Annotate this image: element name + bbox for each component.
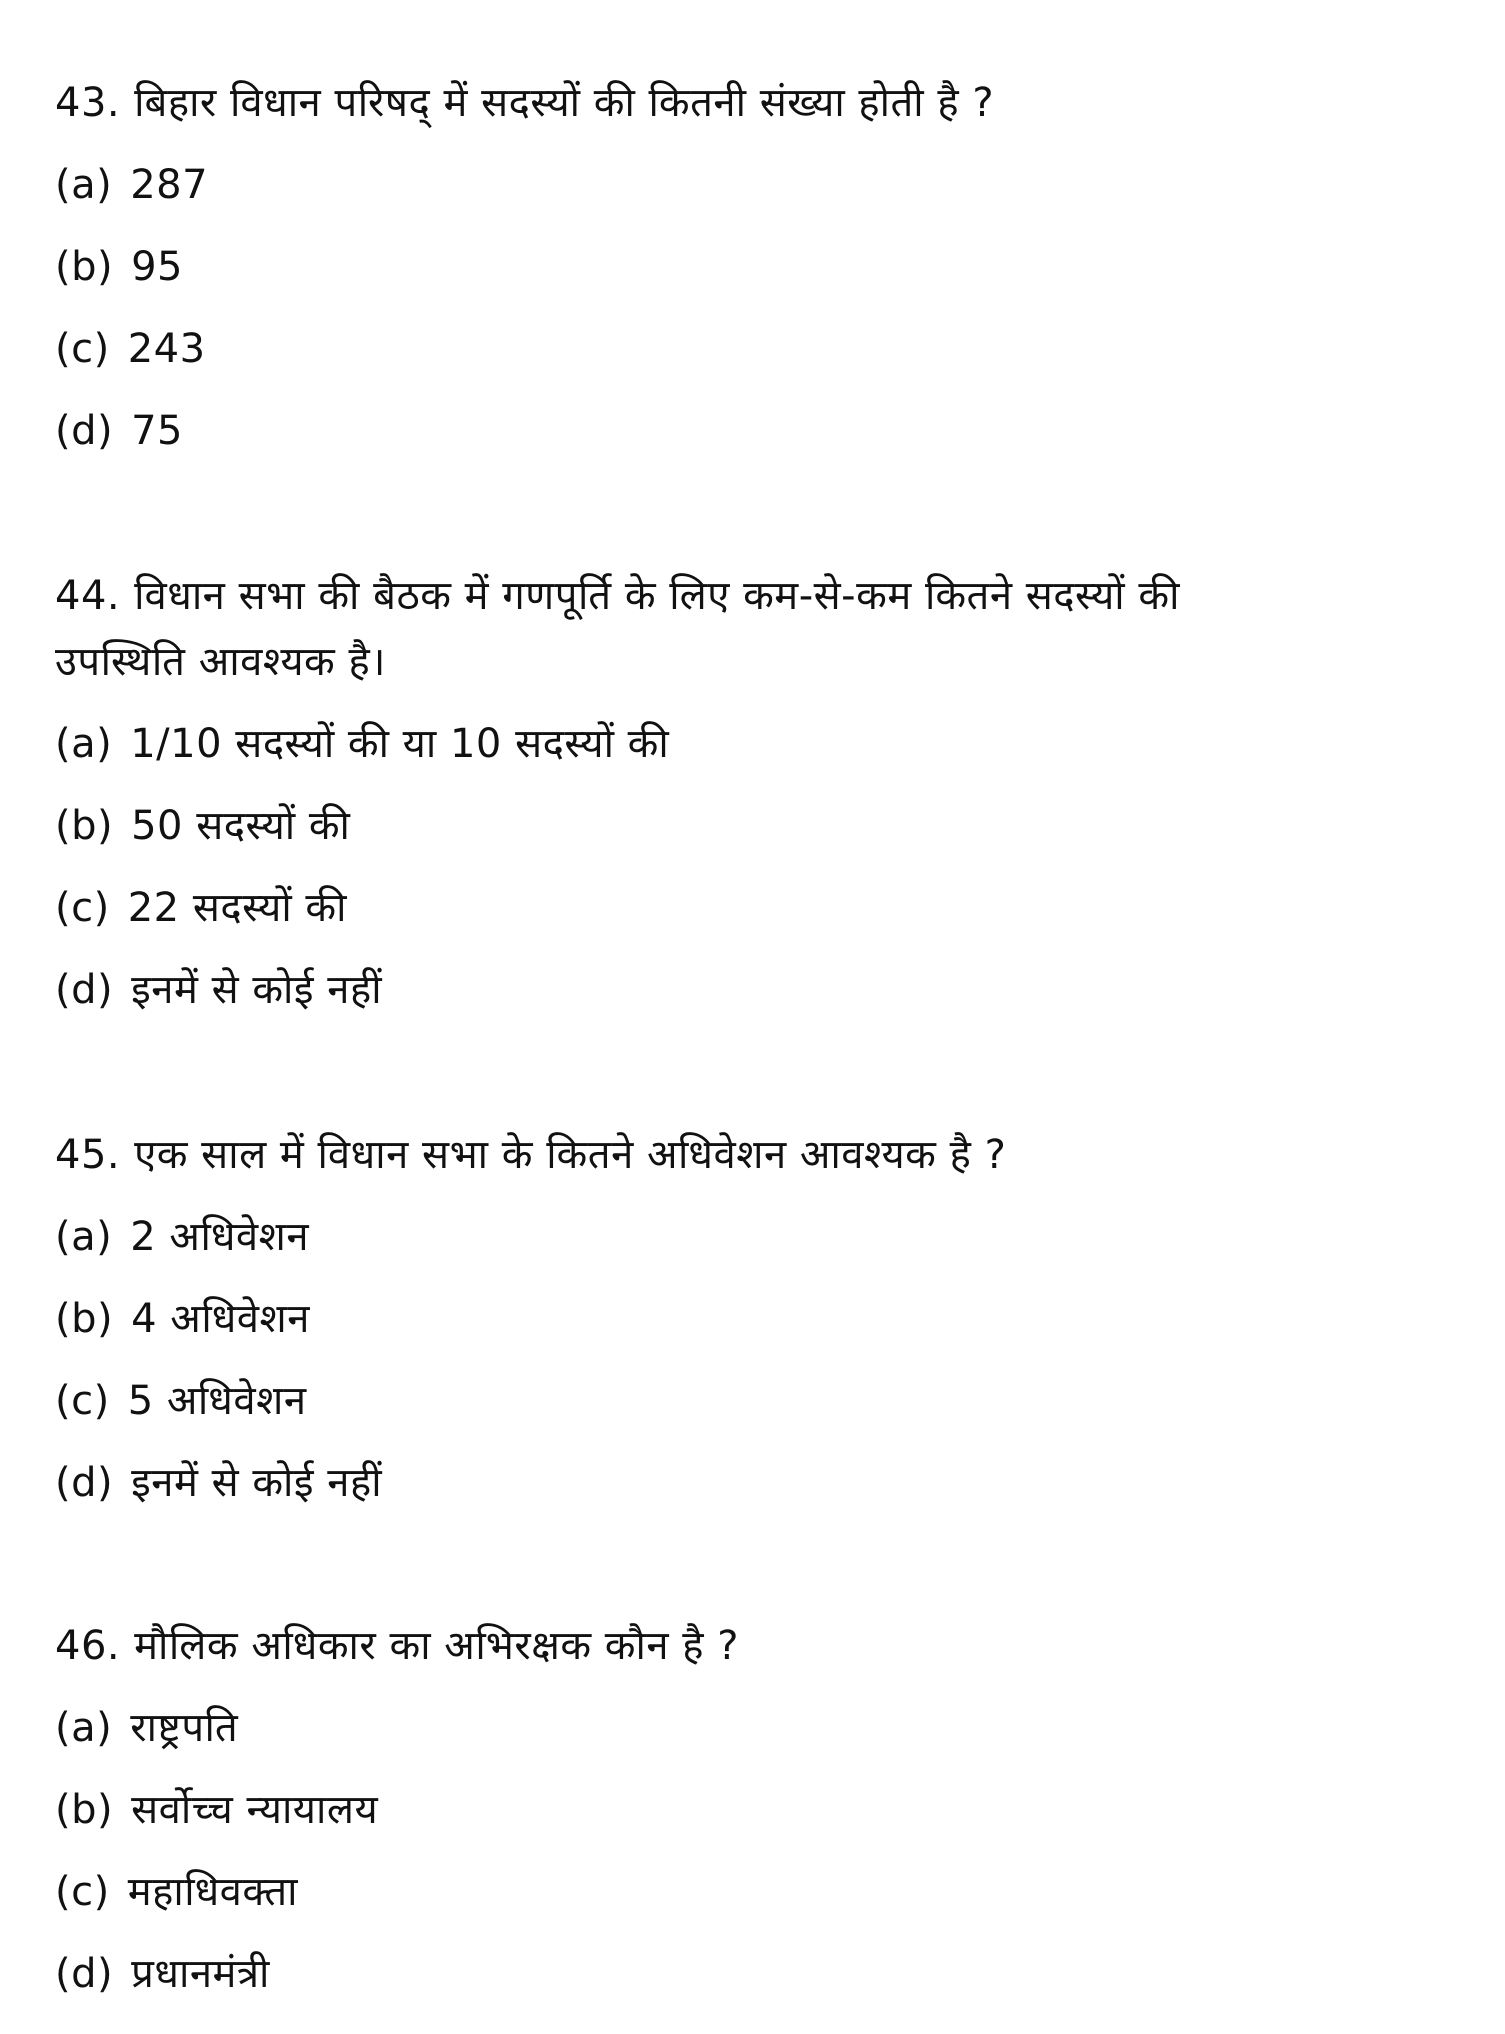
option-label: (b): [55, 1296, 114, 1342]
option-46-a: [55, 1703, 238, 1753]
option-43-b: [55, 242, 183, 292]
option-text: 50 सदस्यों की: [131, 803, 351, 849]
question-44-continued: [55, 637, 386, 687]
question-number: 46.: [55, 1623, 121, 1669]
option-43-c: [55, 324, 206, 374]
option-text: इनमें से कोई नहीं: [131, 967, 383, 1013]
question-number: 43.: [55, 80, 121, 126]
option-44-a: [55, 719, 669, 769]
question-text: मौलिक अधिकार का अभिरक्षक कौन है ?: [134, 1623, 739, 1669]
question-45: [55, 1130, 1006, 1180]
option-text: 95: [131, 244, 184, 290]
option-45-b: [55, 1294, 310, 1344]
option-text: 1/10 सदस्यों की या 10 सदस्यों की: [130, 721, 670, 767]
option-label: (c): [55, 885, 110, 931]
option-label: (a): [55, 1214, 113, 1260]
option-43-d: [55, 406, 183, 456]
option-label: (c): [55, 1378, 110, 1424]
question-number: 44.: [55, 573, 121, 619]
option-44-c: [55, 883, 347, 933]
option-text: 287: [130, 162, 209, 208]
option-text: इनमें से कोई नहीं: [131, 1460, 383, 1506]
option-text: सर्वोच्च न्यायालय: [131, 1787, 379, 1833]
option-46-b: [55, 1785, 378, 1835]
option-text: 5 अधिवेशन: [127, 1378, 307, 1424]
option-label: (d): [55, 1460, 114, 1506]
option-label: (d): [55, 408, 114, 454]
option-label: (d): [55, 1951, 114, 1997]
option-label: (a): [55, 1705, 113, 1751]
question-text: एक साल में विधान सभा के कितने अधिवेशन आवश्यक है ?: [134, 1132, 1007, 1178]
option-45-d: [55, 1458, 382, 1508]
option-45-c: [55, 1376, 307, 1426]
option-label: (d): [55, 967, 114, 1013]
option-44-b: [55, 801, 350, 851]
option-text: राष्ट्रपति: [130, 1705, 239, 1751]
question-text: विधान सभा की बैठक में गणपूर्ति के लिए कम-से-कम कितने सदस्यों की: [134, 573, 1180, 619]
option-label: (a): [55, 162, 113, 208]
option-text: 4 अधिवेशन: [131, 1296, 310, 1342]
option-45-a: [55, 1212, 309, 1262]
option-label: (b): [55, 1787, 114, 1833]
option-43-a: [55, 160, 208, 210]
option-text: प्रधानमंत्री: [131, 1951, 270, 1997]
question-44: [55, 571, 1180, 621]
question-46: [55, 1621, 739, 1671]
option-44-d: [55, 965, 382, 1015]
question-43: [55, 78, 994, 128]
option-label: (b): [55, 803, 114, 849]
option-46-c: [55, 1867, 298, 1917]
option-text: 2 अधिवेशन: [130, 1214, 310, 1260]
option-text: महाधिवक्ता: [127, 1869, 299, 1915]
question-text: बिहार विधान परिषद् में सदस्यों की कितनी संख्या होती है ?: [134, 80, 995, 126]
option-text: 22 सदस्यों की: [127, 885, 348, 931]
question-text-continued: उपस्थिति आवश्यक है।: [55, 639, 386, 685]
option-46-d: [55, 1949, 270, 1999]
option-text: 75: [131, 408, 184, 454]
option-label: (c): [55, 1869, 110, 1915]
option-text: 243: [127, 326, 206, 372]
option-label: (c): [55, 326, 110, 372]
option-label: (a): [55, 721, 113, 767]
option-label: (b): [55, 244, 114, 290]
question-number: 45.: [55, 1132, 121, 1178]
